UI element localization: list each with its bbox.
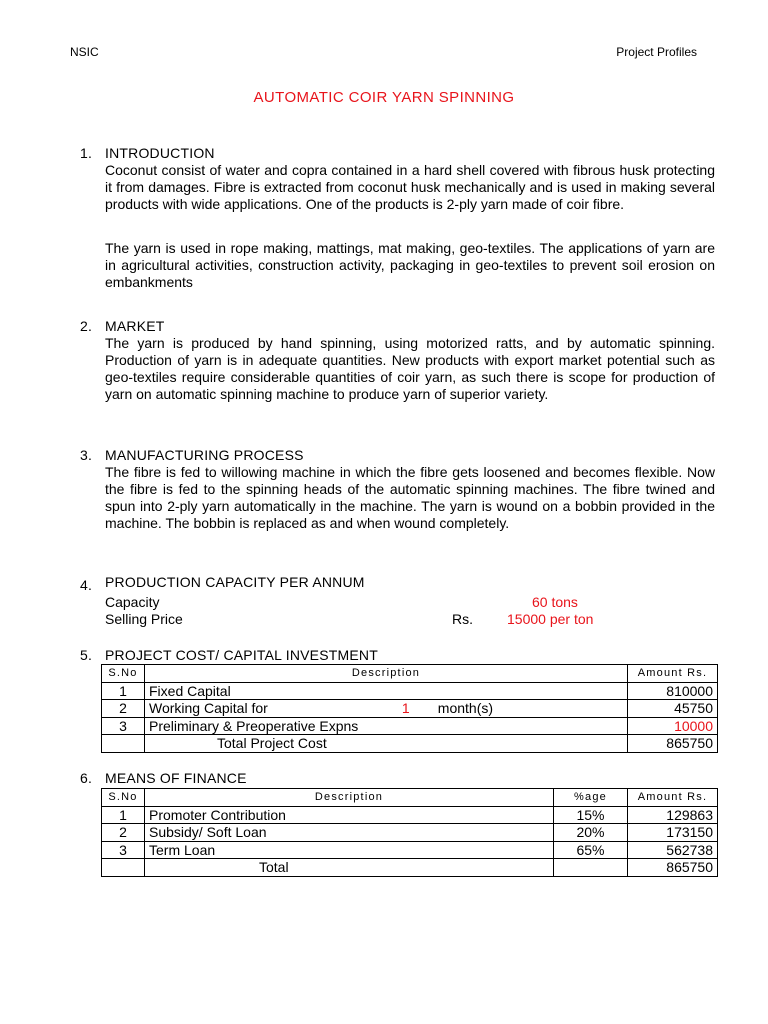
section-finance-heading — [80, 770, 247, 786]
working-capital-unit: month(s) — [437, 700, 494, 717]
section-introduction-heading — [80, 145, 215, 161]
col-header-description: Description — [145, 789, 554, 807]
section-title: MANUFACTURING PROCESS — [105, 447, 304, 463]
section-title: INTRODUCTION — [105, 145, 215, 161]
cell-description: Preliminary & Preoperative Expns — [145, 717, 628, 735]
cell-percentage: 65% — [554, 841, 628, 859]
col-header-description: Description — [145, 665, 628, 683]
section-title: MEANS OF FINANCE — [105, 770, 247, 786]
section-number: 5. — [80, 647, 93, 663]
cell-sno: 1 — [102, 682, 145, 700]
cell-percentage: 15% — [554, 806, 628, 824]
cell-sno: 2 — [102, 700, 145, 718]
total-label: Total Project Cost — [145, 735, 628, 753]
cell-description: Promoter Contribution — [145, 806, 554, 824]
table-row — [102, 717, 718, 735]
section-process-heading — [80, 447, 304, 463]
table-header-row — [102, 665, 718, 683]
cell-sno: 3 — [102, 841, 145, 859]
table-total-row — [102, 859, 718, 877]
section-number: 2. — [80, 318, 93, 334]
introduction-paragraph-2: The yarn is used in rope making, mattings, mat making, geo-textiles. The applications of yarn are in agricultural activities, construction activity, packaging in geo-textiles to prevent soil erosion on embankments — [105, 240, 715, 290]
section-title: MARKET — [105, 318, 165, 334]
col-header-sno: S.No — [102, 789, 145, 807]
cell-description: Term Loan — [145, 841, 554, 859]
cell-amount: 129863 — [628, 806, 718, 824]
total-amount: 865750 — [628, 859, 718, 877]
section-cost-heading — [80, 647, 378, 663]
cell-sno: 2 — [102, 824, 145, 842]
introduction-paragraph-1: Coconut consist of water and copra contained in a hard shell covered with fibrous husk protecting it from damages. Fibre is extracted from coconut husk mechanically and is used in making several products with wide applications. One of the products is 2-ply yarn made of coir fibre. — [105, 162, 715, 212]
section-market-heading — [80, 318, 165, 334]
section-title: PRODUCTION CAPACITY PER ANNUM — [105, 574, 365, 590]
section-number: 1. — [80, 145, 93, 161]
header-org: NSIC — [70, 45, 99, 59]
cell-amount: 810000 — [628, 682, 718, 700]
section-title: PROJECT COST/ CAPITAL INVESTMENT — [105, 647, 378, 663]
cell-amount: 10000 — [628, 717, 718, 735]
section-number: 4. — [80, 577, 93, 593]
capacity-value: 60 tons — [532, 594, 578, 610]
market-paragraph: The yarn is produced by hand spinning, using motorized ratts, and by automatic spinning. Production of yarn is in adequate quantities. New products with export market potential such as geo-textiles require considerable quantities of coir yarn, as such there is scope for production of yarn on automatic spinning machine to produce yarn of superior variety. — [105, 335, 715, 402]
means-of-finance-table — [101, 788, 718, 877]
cell-description: Fixed Capital — [145, 682, 628, 700]
cell-empty — [554, 859, 628, 877]
table-total-row — [102, 735, 718, 753]
total-amount: 865750 — [628, 735, 718, 753]
cell-amount: 173150 — [628, 824, 718, 842]
section-capacity-heading — [80, 574, 365, 593]
cell-amount: 562738 — [628, 841, 718, 859]
section-number: 3. — [80, 447, 93, 463]
table-header-row — [102, 789, 718, 807]
col-header-sno: S.No — [102, 665, 145, 683]
col-header-percentage: %age — [554, 789, 628, 807]
document-title: AUTOMATIC COIR YARN SPINNING — [253, 89, 515, 106]
cell-empty — [102, 859, 145, 877]
table-row — [102, 824, 718, 842]
cell-description: Subsidy/ Soft Loan — [145, 824, 554, 842]
total-label: Total — [145, 859, 554, 877]
table-row — [102, 682, 718, 700]
cell-sno: 3 — [102, 717, 145, 735]
cell-empty — [102, 735, 145, 753]
table-row — [102, 841, 718, 859]
working-capital-label: Working Capital for — [149, 700, 268, 717]
project-cost-table — [101, 664, 718, 753]
cell-sno: 1 — [102, 806, 145, 824]
cell-percentage: 20% — [554, 824, 628, 842]
col-header-amount: Amount Rs. — [628, 789, 718, 807]
table-row — [102, 700, 718, 718]
cell-amount: 45750 — [628, 700, 718, 718]
header-doc-type: Project Profiles — [616, 45, 697, 59]
working-capital-months: 1 — [401, 700, 410, 717]
section-number: 6. — [80, 770, 93, 786]
selling-price-label: Selling Price — [105, 611, 183, 627]
selling-price-currency: Rs. — [452, 611, 473, 627]
process-paragraph: The fibre is fed to willowing machine in which the fibre gets loosened and becomes flexible. Now the fibre is fed to the spinning heads of the automatic spinning machines. The fibre twined and spun into 2-ply yarn automatically in the machine. The yarn is wound on a bobbin provided in the machine. The bobbin is replaced as and when wound completely. — [105, 464, 715, 531]
col-header-amount: Amount Rs. — [628, 665, 718, 683]
selling-price-value: 15000 per ton — [507, 611, 594, 627]
table-row — [102, 806, 718, 824]
cell-description — [145, 700, 628, 718]
capacity-label: Capacity — [105, 594, 160, 610]
